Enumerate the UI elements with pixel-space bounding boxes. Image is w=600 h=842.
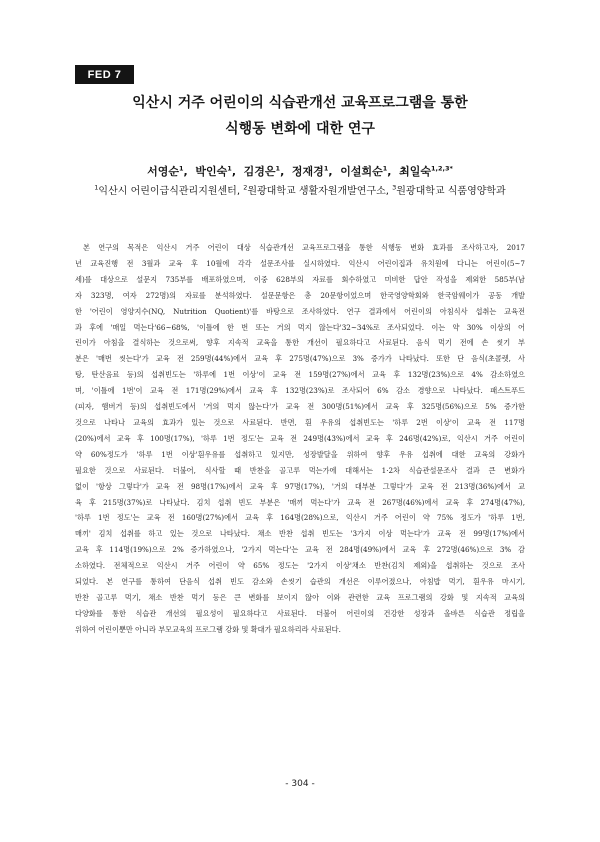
abstract-line: 자 323명, 여자 272명)의 자료를 분석하였다. 설문문항은 총 20문항이었으며 한국영양학회와 한국암웨이가 공동 개발 <box>75 290 525 300</box>
abstract-line: 세)를 대상으로 설문지 735부를 배포하였으며, 이중 628부의 자료를 회수하였고 미비한 답안 작성을 제외한 585부(남 <box>75 274 525 284</box>
abstract-line: 과 후에 '매일 먹는다'66~68%, '이틀에 한 번 또는 거의 먹지 않는다'32~34%로 조사되었다. 이는 약 30% 이상의 어 <box>75 322 525 332</box>
affiliation-marker: 2 <box>243 183 248 192</box>
abstract-line: 교육 후 114명(19%)으로 2% 증가하였으나, '2가지 먹는다'는 교육 전 284명(49%)에서 교육 후 272명(46%)으로 3% 감 <box>75 545 525 555</box>
affiliation-marker: 1 <box>94 183 99 192</box>
abstract-body <box>75 240 525 638</box>
abstract-line: 약 60%정도가 '하루 1번 이상'흰우유를 섭취하고 있지만, 성장발달을 위하여 향후 우유 섭취에 대한 교육의 강화가 <box>75 449 525 459</box>
affiliation-list <box>0 182 600 197</box>
affiliation: 익산시 어린이급식관리지원센터, <box>98 186 244 197</box>
affiliation-marker: 3 <box>392 183 397 192</box>
abstract-line: 며, '이틀에 1번'이 교육 전 171명(29%)에서 교육 후 132명(23%)로 조사되어 6% 감소 경향으로 나타났다. 패스트푸드 <box>75 386 525 396</box>
abstract-line: 되었다. 본 연구를 통하여 단음식 섭취 빈도 감소와 손씻기 습관의 개선은 이루어졌으나, 아침밥 먹기, 흰우유 마시기, <box>75 577 525 587</box>
abstract-line: 분은 '매번 씻는다'가 교육 전 259명(44%)에서 교육 후 275명(47%)으로 3% 증가가 나타났다. 또한 단 음식(초콜렛, 사 <box>75 354 525 364</box>
abstract-line: 것으로 나타나 교육의 효과가 있는 것으로 사료된다. 반면, 흰 우유의 섭취빈도는 '하루 2번 이상'이 교육 전 117명 <box>75 417 525 427</box>
author-affil-marker: 1 <box>179 164 184 173</box>
abstract-line: 다양화를 통한 식습관 개선의 필요성이 필요하다고 사료된다. 더불어 어린이의 건강한 성장과 올바른 식습관 정립을 <box>75 608 525 618</box>
author-affil-marker: 1 <box>323 164 329 173</box>
abstract-line: 반찬 골고루 먹기, 채소 반찬 먹기 등은 큰 변화를 보이지 않아 이와 관련한 교육 프로그램의 강화 및 지속적 교육의 <box>75 592 525 602</box>
page-number: - 304 - <box>285 779 315 789</box>
author-affil-marker: 1 <box>275 164 281 173</box>
abstract-line: 린이가 아침을 결식하는 것으로써, 향후 지속적 교육을 통한 개선이 필요하다고 사료된다. 음식 먹기 전에 손 씻기 부 <box>75 338 525 348</box>
abstract-line: (20%)에서 교육 후 100명(17%), '하루 1번 정도'는 교육 전 249명(43%)에서 교육 후 246명(42%)로, 익산시 거주 어린이 <box>75 433 525 443</box>
author-affil-marker: 1 <box>227 164 232 173</box>
abstract-line: 탕, 탄산음료 등)의 섭취빈도는 '하루에 1번 이상'이 교육 전 159명(27%)에서 교육 후 132명(23%)으로 4% 감소하였으 <box>75 370 525 380</box>
author-list: 서영순$^1$, 박인숙$^1$, 김경은$^1$, 정재경$^1$, 이설희순$^1$, 최일숙$^{1,2,3*}$ <box>147 164 453 178</box>
abstract-line: 소하였다. 전체적으로 익산시 거주 어린이 약 65% 정도는 '2가지 이상'채소 반찬(김치 제외)을 섭취하는 것으로 조사 <box>75 561 525 571</box>
paper-title-line-2: 식행동 변화에 대한 연구 <box>225 121 375 137</box>
abstract-line: 매끼' 김치 섭취를 하고 있는 것으로 나타났다. 채소 반찬 섭취 빈도는 '3가지 이상 먹는다'가 교육 전 99명(17%)에서 <box>75 529 525 539</box>
abstract-line: 한 '어린이 영양지수(NQ, Nutrition Quotient)'를 바탕으로 조사하였다. 연구 결과에서 어린이의 아침식사 섭취는 교육전 <box>75 306 525 316</box>
abstract-line: 육 후 215명(37%)로 나타났다. 김치 섭취 빈도 부분은 '매끼 먹는다'가 교육 전 267명(46%)에서 교육 후 274명(47%), <box>75 497 525 507</box>
affiliation: 원광대학교 식품영양학과 <box>396 186 506 197</box>
affiliation: 원광대학교 생활자원개발연구소, <box>247 186 393 197</box>
author-name: 김경은 <box>243 165 276 178</box>
author-affil-marker: 1,2,3* <box>430 164 453 173</box>
abstract-line: '하루 1번 정도'는 교육 전 160명(27%)에서 교육 후 164명(28%)으로, 익산시 거주 어린이 약 75% 정도가 '하루 1번, <box>75 513 525 523</box>
author-affil-marker: 1 <box>382 164 388 173</box>
abstract-line: 없이 '항상 그렇다'가 교육 전 98명(17%)에서 교육 후 97명(17%), '거의 대부분 그렇다'가 교육 전 213명(36%)에서 교 <box>75 481 525 491</box>
abstract-line: 위하여 어린이뿐만 아니라 부모교육의 프로그램 강화 및 확대가 필요하리라 사료된다. <box>75 624 341 634</box>
author-name: 최일숙 <box>399 165 431 178</box>
abstract-line: (피자, 햄버거 등)의 섭취빈도에서 '거의 먹지 않는다'가 교육 전 300명(51%)에서 교육 후 325명(56%)으로 5% 증가한 <box>75 402 525 412</box>
author-name: 이설희순 <box>340 165 383 178</box>
abstract-line: 필요한 것으로 사료된다. 더불어, 식사할 때 반찬을 골고루 먹는가에 대해서는 1·2차 식습관설문조사 결과 큰 변화가 <box>75 465 525 475</box>
author-name: 박인숙 <box>195 165 228 178</box>
abstract-line: 본 연구의 목적은 익산시 거주 어린이 대상 식습관개선 교육프로그램을 통한 식행동 변화 효과를 조사하고자, 2017 <box>83 243 525 252</box>
author-name: 정재경 <box>291 165 324 178</box>
paper-title-line-1: 익산시 거주 어린이의 식습관개선 교육프로그램을 통한 <box>132 95 468 111</box>
abstract-line: 년 교육진행 전 3월과 교육 후 10월에 각각 설문조사를 실시하였다. 익산시 어린이집과 유치원에 다니는 어린이(5~7 <box>75 258 525 268</box>
author-name: 서영순 <box>147 165 180 178</box>
section-tag: FED 7 <box>75 65 134 84</box>
